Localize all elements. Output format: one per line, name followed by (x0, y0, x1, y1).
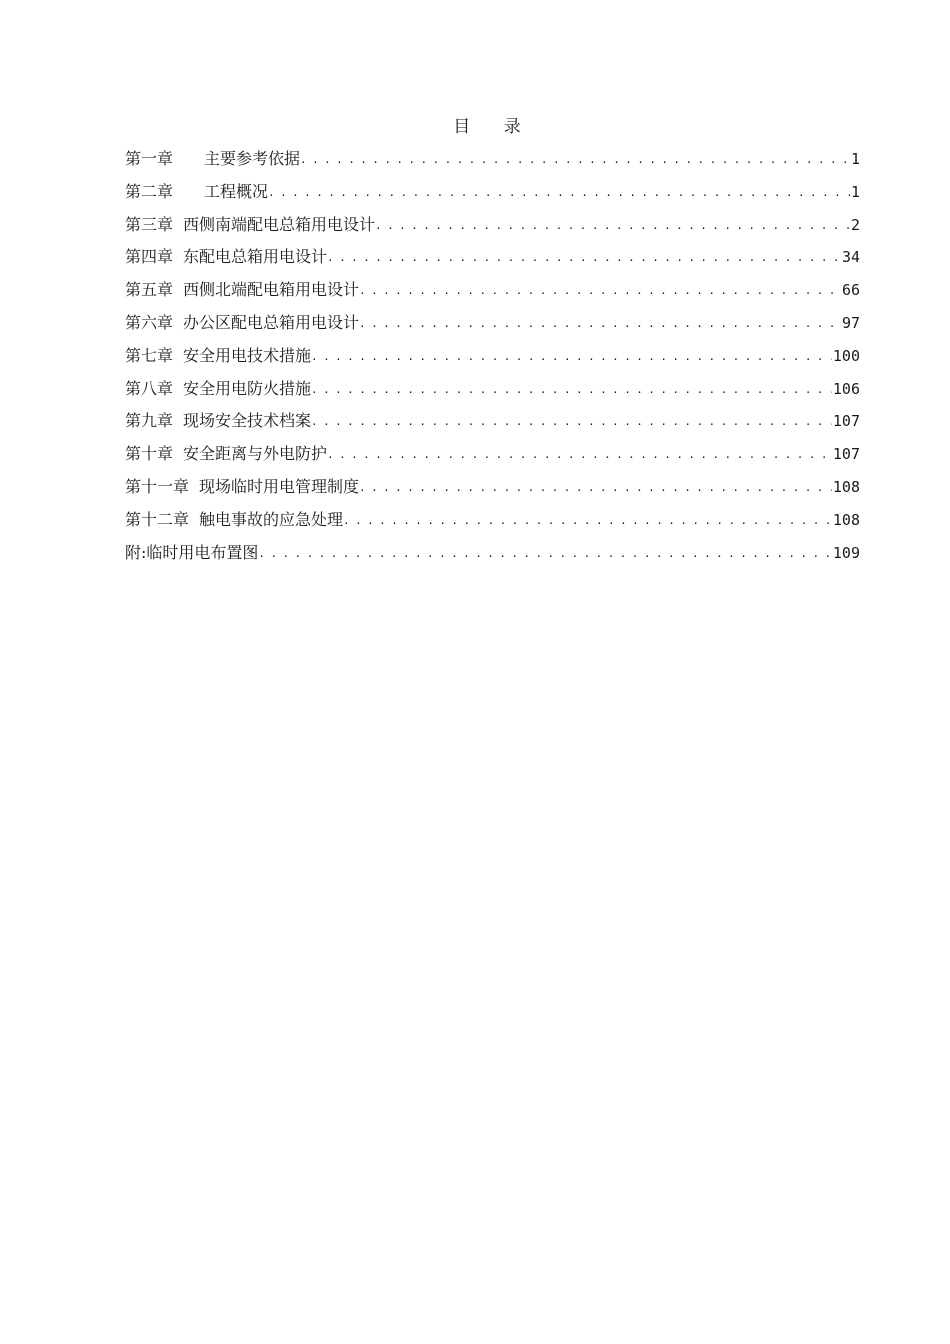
toc-page-number: 106 (832, 379, 860, 398)
toc-page-number: 107 (832, 445, 860, 464)
toc-chapter-number: 第七章 (125, 345, 174, 365)
toc-dot-leader (327, 243, 841, 271)
toc-chapter-number: 第一章 (125, 149, 174, 168)
toc-entry[interactable] (125, 507, 860, 540)
toc-entry-title: 工程概况 (204, 181, 269, 201)
toc-entry[interactable] (125, 212, 860, 245)
toc-entry-title: 西侧南端配电总箱用电设计 (183, 214, 376, 234)
toc-entry[interactable] (125, 277, 860, 310)
toc-entry[interactable] (125, 244, 860, 277)
toc-entry-title: 现场临时用电管理制度 (199, 476, 360, 496)
toc-chapter-number: 第六章 (125, 312, 174, 332)
toc-entry-title: 主要参考依据 (204, 149, 301, 168)
toc-entry[interactable] (125, 408, 860, 441)
toc-dot-leader (300, 145, 850, 173)
toc-page-number: 1 (850, 150, 860, 168)
toc-chapter-number: 第十二章 (125, 509, 190, 529)
toc-title: 目 录 (453, 117, 535, 137)
toc-entry[interactable] (125, 540, 860, 573)
toc-dot-leader (258, 539, 832, 567)
toc-entry-title: 办公区配电总箱用电设计 (183, 312, 360, 332)
toc-entry-title: 安全用电防火措施 (183, 378, 312, 398)
toc-chapter-number: 第八章 (125, 378, 174, 398)
toc-list (125, 146, 860, 572)
toc-dot-leader (343, 506, 832, 534)
toc-chapter-number: 第九章 (125, 411, 174, 431)
toc-entry-title: 触电事故的应急处理 (199, 509, 344, 529)
toc-dot-leader (327, 440, 832, 468)
toc-entry[interactable] (125, 146, 860, 179)
toc-entry[interactable] (125, 343, 860, 376)
toc-page-number: 107 (832, 412, 860, 431)
toc-entry-title: 附:临时用电布置图 (125, 542, 259, 562)
toc-page-number: 109 (832, 543, 860, 562)
toc-page-number: 108 (832, 477, 860, 496)
toc-entry-title: 安全距离与外电防护 (183, 444, 328, 464)
toc-entry[interactable] (125, 179, 860, 212)
toc-dot-leader (311, 375, 832, 403)
toc-chapter-number: 第五章 (125, 280, 174, 300)
toc-dot-leader (311, 407, 832, 435)
toc-entry-title: 东配电总箱用电设计 (183, 247, 328, 267)
toc-dot-leader (311, 342, 832, 370)
toc-dot-leader (375, 211, 850, 239)
toc-chapter-number: 第十章 (125, 444, 174, 464)
toc-entry[interactable] (125, 310, 860, 343)
toc-dot-leader (268, 178, 850, 206)
toc-page-number: 34 (841, 248, 860, 267)
toc-page-number: 108 (832, 510, 860, 529)
toc-page-number: 66 (841, 281, 860, 300)
toc-chapter-number: 第四章 (125, 247, 174, 267)
toc-dot-leader (359, 276, 841, 304)
toc-dot-leader (359, 309, 841, 337)
toc-page-number: 1 (850, 182, 860, 201)
toc-entry[interactable] (125, 474, 860, 507)
toc-page-number: 100 (832, 346, 860, 365)
toc-page-number: 2 (850, 215, 860, 234)
toc-page-number: 97 (841, 313, 860, 332)
toc-entry-title: 现场安全技术档案 (183, 411, 312, 431)
toc-entry[interactable] (125, 441, 860, 474)
toc-entry[interactable] (125, 376, 860, 409)
toc-entry-title: 西侧北端配电箱用电设计 (183, 280, 360, 300)
toc-chapter-number: 第十一章 (125, 476, 190, 496)
toc-entry-title: 安全用电技术措施 (183, 345, 312, 365)
toc-dot-leader (359, 473, 832, 501)
toc-chapter-number: 第三章 (125, 214, 174, 234)
toc-chapter-number: 第二章 (125, 181, 174, 201)
